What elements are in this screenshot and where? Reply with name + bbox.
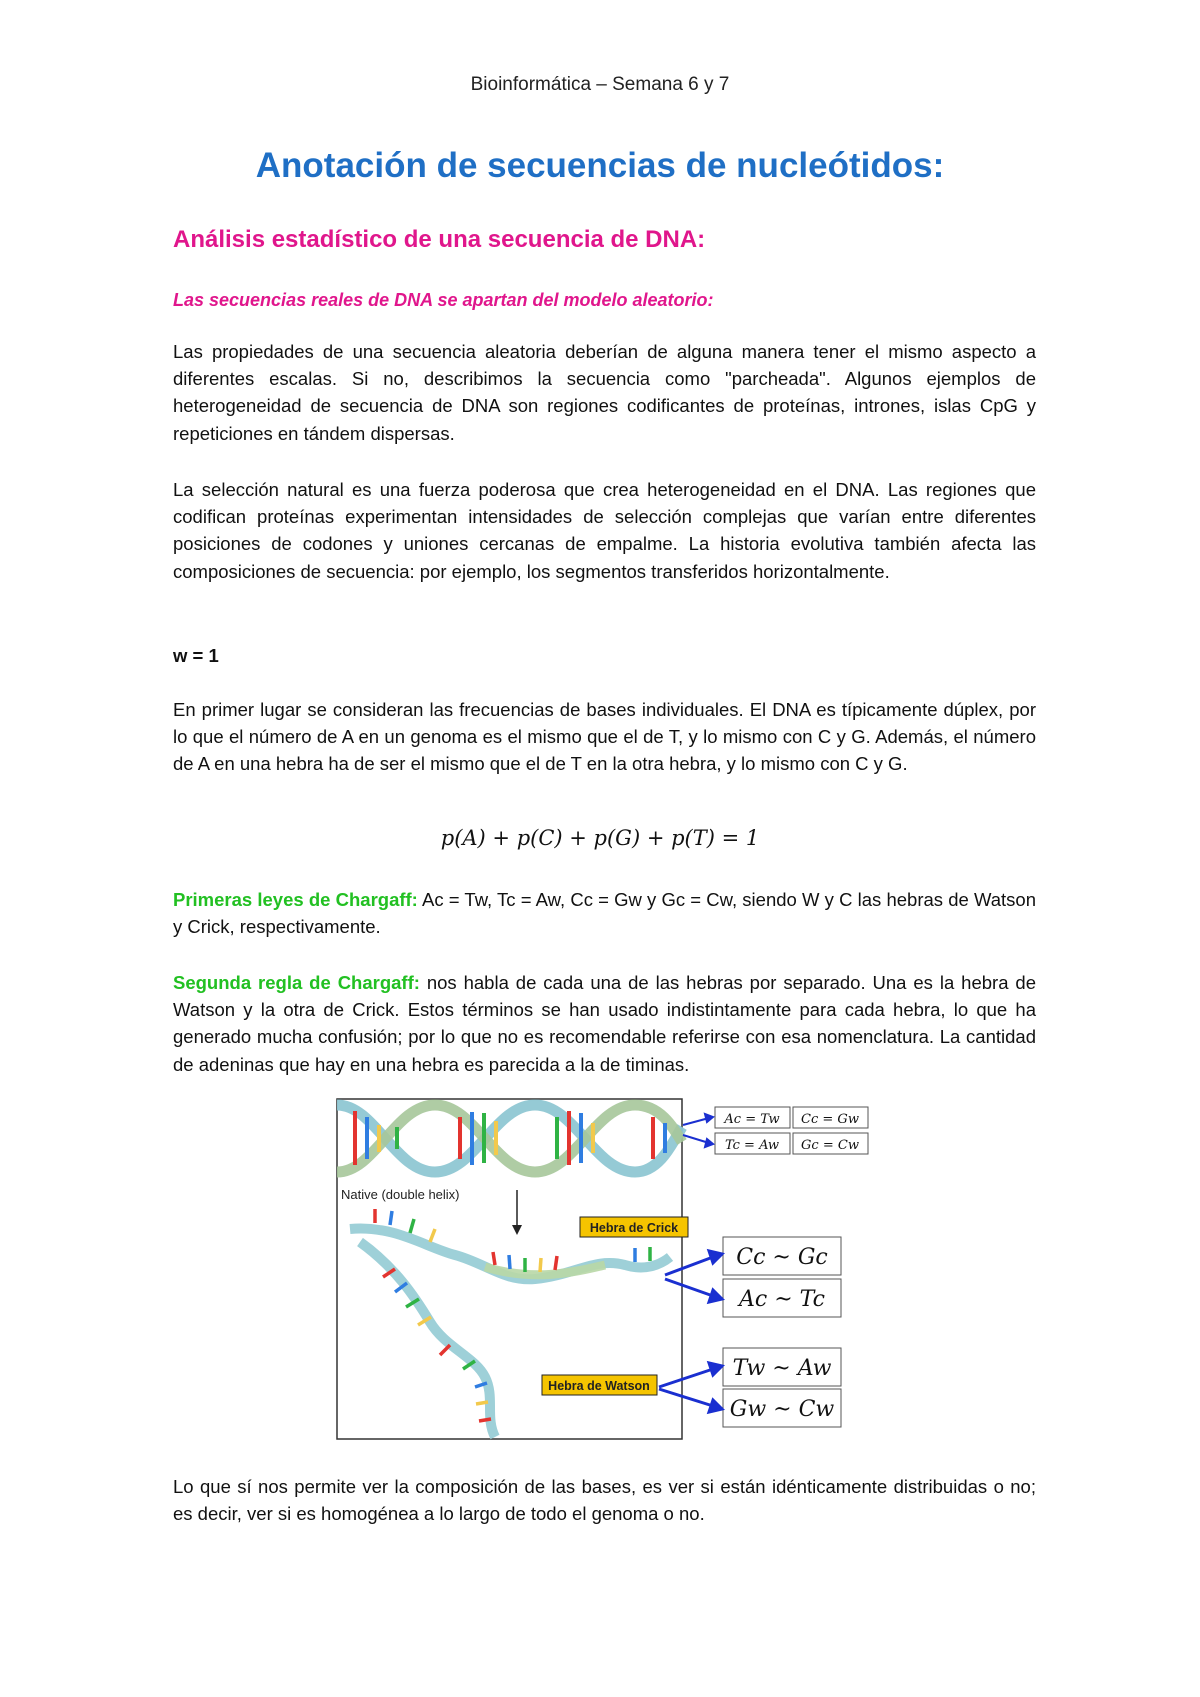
relation-tw-aw: Tw ~ Aw (732, 1356, 832, 1381)
chargaff-dna-figure (335, 1097, 870, 1442)
paragraph-chargaff-second (173, 969, 1036, 1078)
top-relation-boxes (715, 1107, 868, 1154)
relation-cc-gc: Cc ~ Gc (736, 1245, 828, 1270)
w-label: w = 1 (173, 645, 219, 666)
section-heading: Análisis estadístico de una secuencia de DNA: (173, 226, 706, 253)
relation-tc-aw: Tc = Aw (724, 1138, 780, 1153)
paragraph-chargaff-first (173, 886, 1036, 940)
watson-label: Hebra de Watson (548, 1379, 650, 1393)
right-relation-boxes (723, 1237, 841, 1427)
chargaff-first-label: Primeras leyes de Chargaff: (173, 889, 418, 910)
relation-cc-gw: Cc = Gw (801, 1112, 859, 1127)
top-arrows (683, 1114, 713, 1147)
paragraph-random-sequence: Las propiedades de una secuencia aleatoria deberían de alguna manera tener el mismo aspecto a diferentes escalas. Si no, describimos la secuencia como "parcheada". Algunos ejemplos de heterogeneidad de secuencia de DNA son regiones codificantes de proteínas, intrones, islas CpG y repeticiones en tándem dispersas. (173, 341, 1036, 444)
chargaff-first-text: Ac = Tw, Tc = Aw, Cc = Gw y Gc = Cw, siendo W y C las hebras de Watson y Crick, respectivamente. (173, 889, 1036, 938)
chargaff-second-text: nos habla de cada una de las hebras por separado. Una es la hebra de Watson y la otra de Crick. Estos términos se han usado indistintamente para cada hebra, lo que ha generado mucha confusión; por lo que no es recomendable referirse con esa nomenclatura. La cantidad de adeninas que hay en una hebra es parecida a la de timinas. (173, 972, 1036, 1075)
relation-gw-cw: Gw ~ Cw (729, 1397, 835, 1422)
paragraph-base-frequencies: En primer lugar se consideran las frecuencias de bases individuales. El DNA es típicamente dúplex, por lo que el número de A en un genoma es el mismo que el de T, y lo mismo con C y G. Además, el número de A en una hebra ha de ser el mismo que el de T en la otra hebra, y lo mismo con C y G. (173, 699, 1036, 775)
page-title: Anotación de secuencias de nucleótidos: (255, 146, 945, 185)
relation-gc-cw: Gc = Cw (801, 1138, 859, 1153)
subsection-heading: Las secuencias reales de DNA se apartan del modelo aleatorio: (173, 290, 714, 310)
page-header: Bioinformática – Semana 6 y 7 (470, 74, 730, 95)
relation-ac-tw: Ac = Tw (724, 1112, 780, 1127)
relation-ac-tc: Ac ~ Tc (739, 1287, 825, 1312)
chargaff-second-label: Segunda regla de Chargaff: (173, 972, 420, 993)
paragraph-final: Lo que sí nos permite ver la composición de las bases, es ver si están idénticamente distribuidas o no; es decir, ver si es homogénea a lo largo de todo el genoma o no. (173, 1476, 1036, 1525)
paragraph-natural-selection: La selección natural es una fuerza poderosa que crea heterogeneidad en el DNA. Las regiones que codifican proteínas experimentan intensidades de selección complejas que varían entre diferentes posiciones de codones y uniones cercanas de empalme. La historia evolutiva también afecta las composiciones de secuencia: por ejemplo, los segmentos transferidos horizontalmente. (173, 479, 1036, 582)
crick-label: Hebra de Crick (589, 1221, 679, 1235)
probability-formula: p(A) + p(C) + p(G) + p(T) = 1 (440, 826, 760, 850)
native-label: Native (double helix) (341, 1187, 460, 1202)
